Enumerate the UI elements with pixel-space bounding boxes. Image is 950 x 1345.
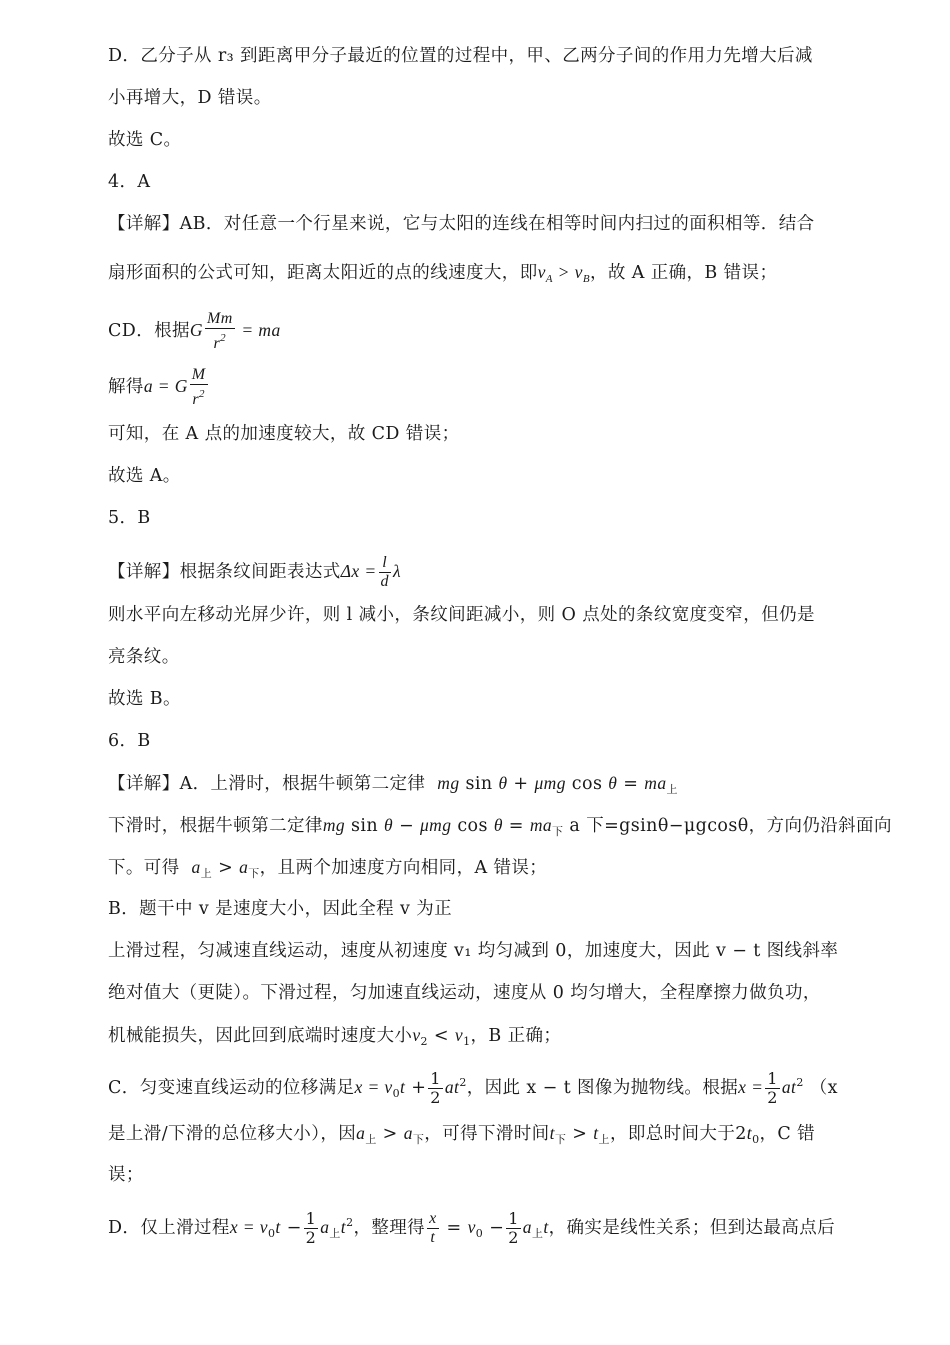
formula-fraction: $\frac{1}{2}$ xyxy=(767,1069,778,1107)
text-segment: ，整理得 xyxy=(353,1218,426,1238)
text-line xyxy=(108,310,855,353)
formula: a = G xyxy=(143,376,188,396)
text-line: D．乙分子从 r₃ 到距离甲分子最近的位置的过程中，甲、乙两分子间的作用力先增大后减 xyxy=(108,46,813,66)
text-segment: C．匀变速直线运动的位移满足 xyxy=(108,1078,355,1098)
formula: v xyxy=(412,1025,421,1045)
text-line: D．仅上滑过程$x = v_0t$ − $\frac{1}{2}$ $a_上t^2$，整理得 $\frac{x}{t}$ = $v_0$ − $\frac{1}{2}$ $a_上t$，确实是线性关系；但到达最高点后 xyxy=(108,1209,836,1247)
text-segment: ，C 错 xyxy=(759,1124,816,1144)
text-segment: （x xyxy=(809,1078,838,1098)
formula-fraction: $\frac{1}{2}$ xyxy=(430,1069,441,1107)
text-line: 故选 B。 xyxy=(108,689,181,709)
formula-fraction: $\frac{x}{t}$ xyxy=(429,1210,437,1246)
text-line: 误； xyxy=(108,1165,144,1185)
text-segment: CD．根据 xyxy=(108,321,190,341)
formula: x = xyxy=(738,1077,764,1097)
answer-number: 6．B xyxy=(108,731,151,751)
formula: $v_A > v_B$ xyxy=(537,262,590,285)
text-segment: ，且两个加速度方向相同，A 错误； xyxy=(259,858,548,878)
formula: Δx = xyxy=(340,561,377,581)
formula-fraction: $\frac{M}{r^2}$ xyxy=(191,366,206,408)
text-segment: 下滑时，根据牛顿第二定律 xyxy=(108,816,323,836)
text-line: 故选 A。 xyxy=(108,466,181,486)
formula: mg xyxy=(437,773,460,793)
text-segment: 【详解】根据条纹间距表达式 xyxy=(108,562,341,582)
text-segment: ，故 A 正确，B 错误； xyxy=(589,263,778,283)
text-line: C．匀变速直线运动的位移满足$x = v_0t$ + $\frac{1}{2}$ $at^2$，因此 x − t 图像为抛物线。根据x = $\frac{1}{2}$ $at^2$ （x xyxy=(108,1069,838,1107)
text-segment: 机械能损失，因此回到底端时速度大小 xyxy=(108,1026,413,1046)
text-segment: 扇形面积的公式可知，距离太阳近的点的线速度大，即 xyxy=(108,263,538,283)
text-line: 绝对值大（更陡）。下滑过程，匀加速直线运动，速度从 0 均匀增大，全程摩擦力做负功， xyxy=(108,983,821,1003)
text-line xyxy=(108,554,855,591)
formula: x = v xyxy=(354,1077,393,1097)
formula: λ xyxy=(392,561,401,581)
text-segment: ，确实是线性关系；但到达最高点后 xyxy=(548,1218,836,1238)
text-segment: 下。可得 xyxy=(108,858,180,878)
text-segment: a 下=gsinθ−μgcosθ，方向仍沿斜面向 xyxy=(569,816,892,836)
text-segment: ，因此 x − t 图像为抛物线。根据 xyxy=(466,1078,739,1098)
text-line: 则水平向左移动光屏少许，则 l 减小，条纹间距减小，则 O 点处的条纹宽度变窄，但仍是 xyxy=(108,605,815,625)
formula: t xyxy=(549,1123,555,1143)
text-line: 小再增大，D 错误。 xyxy=(108,88,272,108)
text-line: 上滑过程，匀减速直线运动，速度从初速度 v₁ 均匀减到 0，加速度大，因此 v − t 图线斜率 xyxy=(108,941,839,961)
text-line: B．题干中 v 是速度大小，因此全程 v 为正 xyxy=(108,899,453,919)
text-segment: 解得 xyxy=(108,377,144,397)
formula-fraction: $\frac{Mm}{r^2}$ xyxy=(206,310,233,352)
text-line: 故选 C。 xyxy=(108,130,182,150)
formula: x = v xyxy=(229,1217,268,1237)
text-line: 亮条纹。 xyxy=(108,647,180,667)
answer-number: 4．A xyxy=(108,172,151,192)
formula: a xyxy=(356,1123,366,1143)
formula-fraction: $\frac{l}{d}$ xyxy=(380,554,389,590)
formula: = ma xyxy=(236,320,281,340)
answer-number: 5．B xyxy=(108,508,151,528)
formula: mg xyxy=(322,815,346,835)
text-line: 下。可得 $a_上 > a_下$，且两个加速度方向相同，A 错误； xyxy=(108,857,548,880)
formula-fraction: $\frac{1}{2}$ xyxy=(305,1209,317,1247)
text-line: 【详解】A．上滑时，根据牛顿第二定律 mg sin θ + μmg $\cos \theta = ma_上$ xyxy=(108,773,678,796)
text-line: 机械能损失，因此回到底端时速度大小$v_2 < v_1$，B 正确； xyxy=(108,1025,562,1048)
text-line: 可知，在 A 点的加速度较大，故 CD 错误； xyxy=(108,424,460,444)
text-line: 是上滑/下滑的总位移大小），因$a_上 > a_下$，可得下滑时间$t_下 > t_上$，即总时间大于$2t_0$，C 错 xyxy=(108,1123,816,1146)
formula-fraction: $\frac{1}{2}$ xyxy=(508,1209,519,1247)
text-segment: ，可得下滑时间 xyxy=(424,1124,550,1144)
text-segment: ，B 正确； xyxy=(470,1026,562,1046)
text-line xyxy=(108,260,855,291)
text-line xyxy=(108,366,855,409)
text-segment: 【详解】A．上滑时，根据牛顿第二定律 xyxy=(108,774,426,794)
text-segment: 是上滑/下滑的总位移大小），因 xyxy=(108,1124,357,1144)
text-line: 【详解】AB．对任意一个行星来说，它与太阳的连线在相等时间内扫过的面积相等．结合 xyxy=(108,214,815,234)
text-segment: D．仅上滑过程 xyxy=(108,1218,230,1238)
formula: G xyxy=(189,320,203,340)
formula: a xyxy=(191,857,201,877)
text-segment: ，即总时间大于 xyxy=(609,1124,736,1144)
text-line: 下滑时，根据牛顿第二定律mg sin θ − μmg $\cos \theta = ma_下$ a 下=gsinθ−μgcosθ，方向仍沿斜面向 xyxy=(108,815,892,838)
